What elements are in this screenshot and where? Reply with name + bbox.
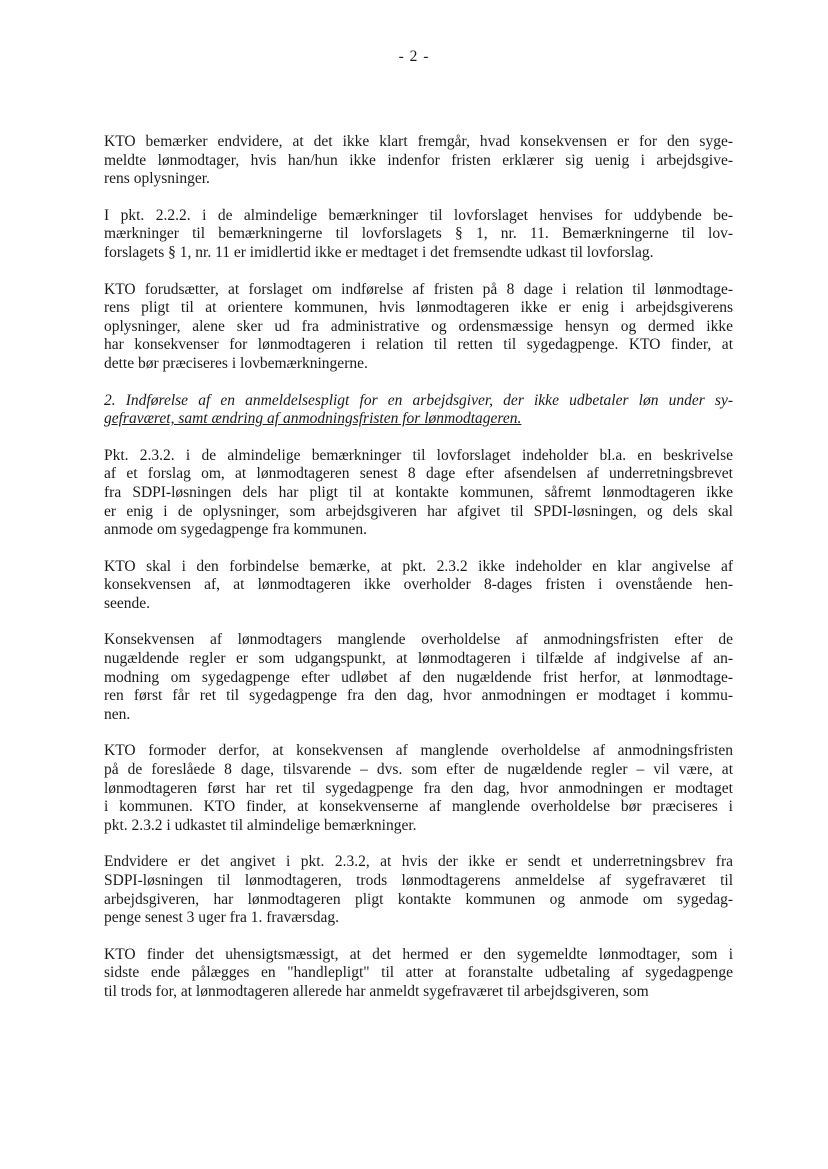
text-line: har konsekvenser for lønmodtageren i relation til retten til sygedagpenge. KTO finder, at: [104, 336, 733, 354]
paragraph: [104, 558, 733, 614]
text-line: pkt. 2.3.2 i udkastet til almindelige bemærkninger.: [104, 816, 417, 834]
text-line: på de foreslåede 8 dage, tilsvarende – dvs. som efter de nugældende regler – vil være, at: [104, 761, 733, 779]
text-line: meldte lønmodtager, hvis han/hun ikke indenfor fristen erklærer sig uenig i arbejdsgive-: [104, 151, 733, 169]
text-line: Endvidere er det angivet i pkt. 2.3.2, at hvis der ikke er sendt et underretningsbrev fra: [104, 853, 733, 871]
text-line: af et forslag om, at lønmodtageren senest 8 dage efter afsendelsen af underretningsbrevet: [104, 465, 733, 483]
text-line: Konsekvensen af lønmodtagers manglende overholdelse af anmodningsfristen efter de: [104, 631, 733, 649]
text-line: 2. Indførelse af en anmeldelsespligt for en arbejdsgiver, der ikke udbetaler løn under sy-: [104, 391, 733, 409]
text-line: fra SDPI-løsningen dels har pligt til at kontakte kommunen, såfremt lønmodtageren ikke: [104, 483, 733, 501]
paragraph: [104, 447, 733, 540]
text-line: Pkt. 2.3.2. i de almindelige bemærkninger til lovforslaget indeholder bl.a. en beskrivelse: [104, 446, 733, 464]
text-line: KTO finder det uhensigtsmæssigt, at det hermed er den sygemeldte lønmodtager, som i: [104, 945, 733, 963]
document-body: [104, 133, 733, 1020]
page-number: - 2 -: [398, 48, 430, 65]
paragraph: [104, 853, 733, 927]
text-line: KTO bemærker endvidere, at det ikke klart fremgår, hvad konsekvensen er for den syge-: [104, 133, 733, 150]
paragraph: [104, 281, 733, 374]
paragraph: [104, 946, 733, 1002]
text-line: modning om sygedagpenge efter udløbet af den nugældende frist herfor, at lønmodtage-: [104, 668, 733, 686]
paragraph: [104, 133, 733, 189]
text-line: arbejdsgiveren, har lønmodtageren pligt kontakte kommunen og anmode om sygedag-: [104, 890, 733, 908]
text-line: dette bør præciseres i lovbemærkningerne.: [104, 354, 368, 372]
text-line: ren først får ret til sygedagpenge fra den dag, hvor anmodningen er modtaget i kommu-: [104, 687, 733, 705]
text-line: gefraværet, samt ændring af anmodningsfristen for lønmodtageren.: [104, 410, 522, 428]
text-line: lønmodtageren først har ret til sygedagpenge fra den dag, hvor anmodningen er modtaget: [104, 779, 733, 797]
text-line: seende.: [104, 594, 151, 612]
text-line: er enig i de oplysninger, som arbejdsgiveren har afgivet til SPDI-løsningen, og dels skal: [104, 502, 733, 520]
text-line: KTO skal i den forbindelse bemærke, at pkt. 2.3.2 ikke indeholder en klar angivelse af: [104, 557, 733, 575]
text-line: konsekvensen af, at lønmodtageren ikke overholder 8-dages fristen i ovenstående hen-: [104, 576, 733, 594]
text-line: penge senest 3 uger fra 1. fraværsdag.: [104, 909, 339, 927]
text-line: KTO formoder derfor, at konsekvensen af manglende overholdelse af anmodningsfristen: [104, 742, 733, 760]
text-line: SDPI-løsningen til lønmodtageren, trods lønmodtagerens anmeldelse af sygefraværet til: [104, 872, 733, 889]
text-line: nen.: [104, 705, 131, 723]
text-line: I pkt. 2.2.2. i de almindelige bemærkninger til lovforslaget henvises for uddybende be-: [104, 206, 733, 224]
text-line: rens pligt til at orientere kommunen, hvis lønmodtageren ikke er enig i arbejdsgiverens: [104, 299, 733, 317]
paragraph: [104, 207, 733, 263]
text-line: oplysninger, alene sker ud fra administrative og ordensmæssige hensyn og dermed ikke: [104, 317, 733, 335]
text-line: nugældende regler er som udgangspunkt, at lønmodtageren i tilfælde af indgivelse af an-: [104, 650, 733, 668]
paragraph: [104, 742, 733, 835]
section-heading: [104, 392, 733, 429]
text-line: anmode om sygedagpenge fra kommunen.: [104, 521, 367, 539]
text-line: rens oplysninger.: [104, 170, 210, 188]
text-line: mærkninger til bemærkningerne til lovforslagets § 1, nr. 11. Bemærkningerne til lov-: [104, 225, 733, 243]
text-line: til trods for, at lønmodtageren allerede har anmeldt sygefraværet til arbejdsgiveren, som: [104, 982, 649, 1000]
paragraph: [104, 631, 733, 724]
text-line: sidste ende pålægges en "handlepligt" til atter at foranstalte udbetaling af sygedagpenge: [104, 964, 733, 982]
text-line: i kommunen. KTO finder, at konsekvenserne af manglende overholdelse bør præciseres i: [104, 798, 733, 816]
text-line: KTO forudsætter, at forslaget om indførelse af fristen på 8 dage i relation til lønmodtage-: [104, 280, 733, 298]
text-line: forslagets § 1, nr. 11 er imidlertid ikke er medtaget i det fremsendte udkast til lovforslag.: [104, 243, 654, 261]
